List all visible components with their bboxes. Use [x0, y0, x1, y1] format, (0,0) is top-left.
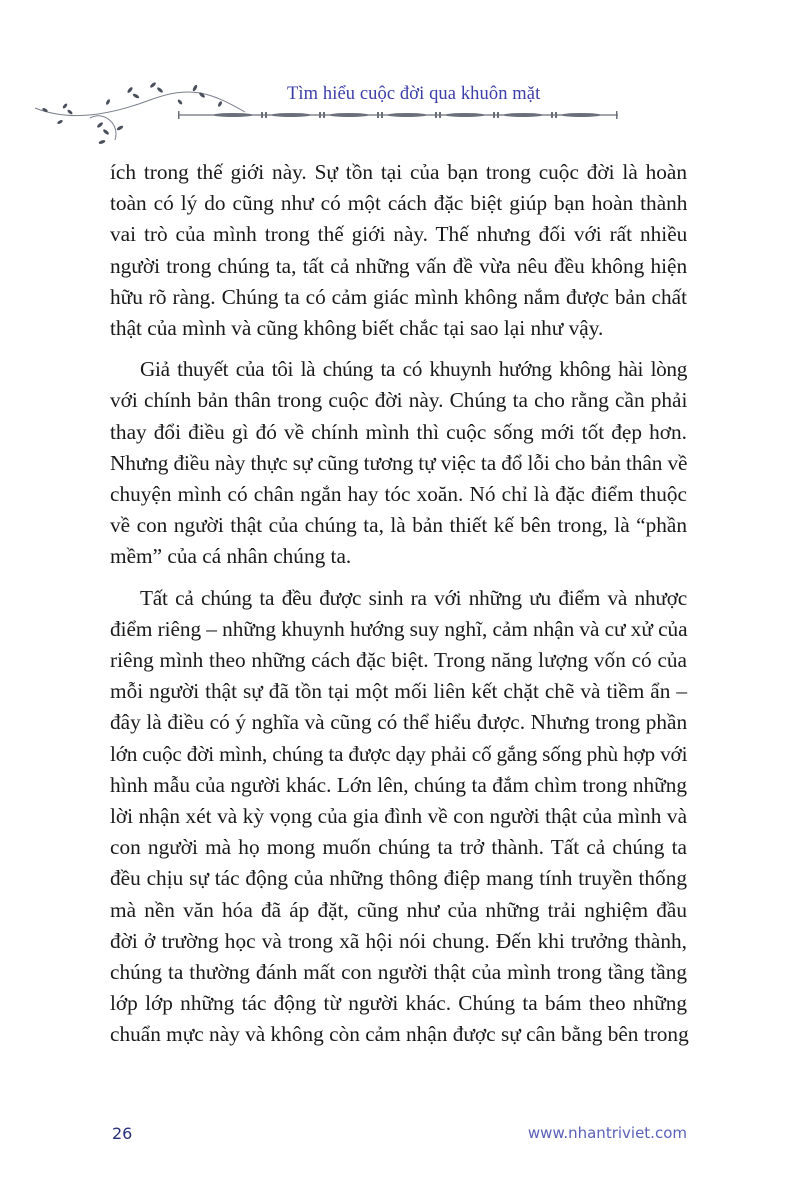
text-line: hình mẫu của người khác. Lớn lên, chúng ta đắm chìm trong những [110, 772, 687, 797]
text-line: thật của mình và cũng không biết chắc tại sao lại như vậy. [110, 316, 604, 341]
text-line: toàn có lý do cũng như có một cách đặc biệt giúp bạn hoàn thành [110, 191, 688, 216]
text-line: mềm” của cá nhân chúng ta. [110, 544, 352, 569]
text-line: lời nhận xét và kỳ vọng của gia đình về con người thật của mình và [110, 804, 688, 829]
text-line: điểm riêng – những khuynh hướng suy nghĩ, cảm nhận và cư xử của [110, 616, 688, 641]
text-line: đều chịu sự tác động của những thông điệp mang tính truyền thống [110, 866, 687, 891]
text-line: mà nền văn hóa đã áp đặt, cũng như của những trải nghiệm đầu [110, 897, 687, 922]
decorative-rule-icon [178, 108, 618, 122]
text-line: chúng ta thường đánh mất con người thật của mình trong tầng tầng [110, 960, 687, 985]
text-line: về con người thật của chúng ta, là bản thiết kế bên trong, là “phần [110, 513, 687, 538]
text-line: Giả thuyết của tôi là chúng ta có khuynh hướng không hài lòng [140, 357, 687, 382]
running-header [0, 60, 800, 160]
paragraph [110, 354, 687, 572]
text-line: lớn cuộc đời mình, chúng ta được dạy phải cố gắng sống phù hợp với [110, 741, 688, 766]
text-line: Tất cả chúng ta đều được sinh ra với những ưu điểm và nhược [140, 585, 687, 610]
publisher-website: www.nhantriviet.com [527, 1124, 687, 1142]
text-line: ích trong thế giới này. Sự tồn tại của bạn trong cuộc đời là hoàn [110, 160, 687, 184]
text-line: con người mà họ mong muốn chúng ta trở thành. Tất cả chúng ta [110, 835, 687, 860]
text-line: mỗi người thật sự đã tồn tại một mối liên kết chặt chẽ và tiềm ẩn – [110, 679, 687, 704]
text-line: chuyện mình có chân ngắn hay tóc xoăn. Nó chỉ là đặc điểm thuộc [110, 482, 687, 507]
paragraph [110, 157, 687, 344]
text-line: chuẩn mực này và không còn cảm nhận được sự cân bằng bên trong [110, 1022, 689, 1047]
text-line: lớp lớp những tác động từ người khác. Chúng ta bám theo những [110, 991, 687, 1016]
text-line: hữu rõ ràng. Chúng ta có cảm giác mình không nắm được bản chất [110, 284, 687, 309]
text-line: vai trò của mình trong thế giới này. Thế nhưng đối với rất nhiều [110, 222, 688, 247]
text-line: với chính bản thân trong cuộc đời này. Chúng ta cho rằng cần phải [110, 388, 688, 413]
running-title: Tìm hiểu cuộc đời qua khuôn mặt [287, 84, 541, 104]
paragraph [110, 583, 687, 1051]
text-line: đây là điều có ý nghĩa và cũng có thể hiểu được. Nhưng trong phần [110, 710, 688, 735]
text-line: người trong chúng ta, tất cả những vấn đề vừa nêu đều không hiện [110, 253, 688, 278]
text-line: Nhưng điều này thực sự cũng tương tự việc ta đổ lỗi cho bản thân về [110, 450, 688, 475]
text-line: đời ở trường học và trong xã hội nói chung. Đến khi trưởng thành, [110, 928, 687, 953]
text-line: riêng mình theo những cách đặc biệt. Trong năng lượng vốn có của [110, 648, 687, 673]
page-number: 26 [112, 1124, 133, 1143]
body-text [110, 157, 687, 1061]
text-line: thay đổi điều gì đó về chính mình thì cuộc sống mới tốt đẹp hơn. [110, 419, 687, 444]
